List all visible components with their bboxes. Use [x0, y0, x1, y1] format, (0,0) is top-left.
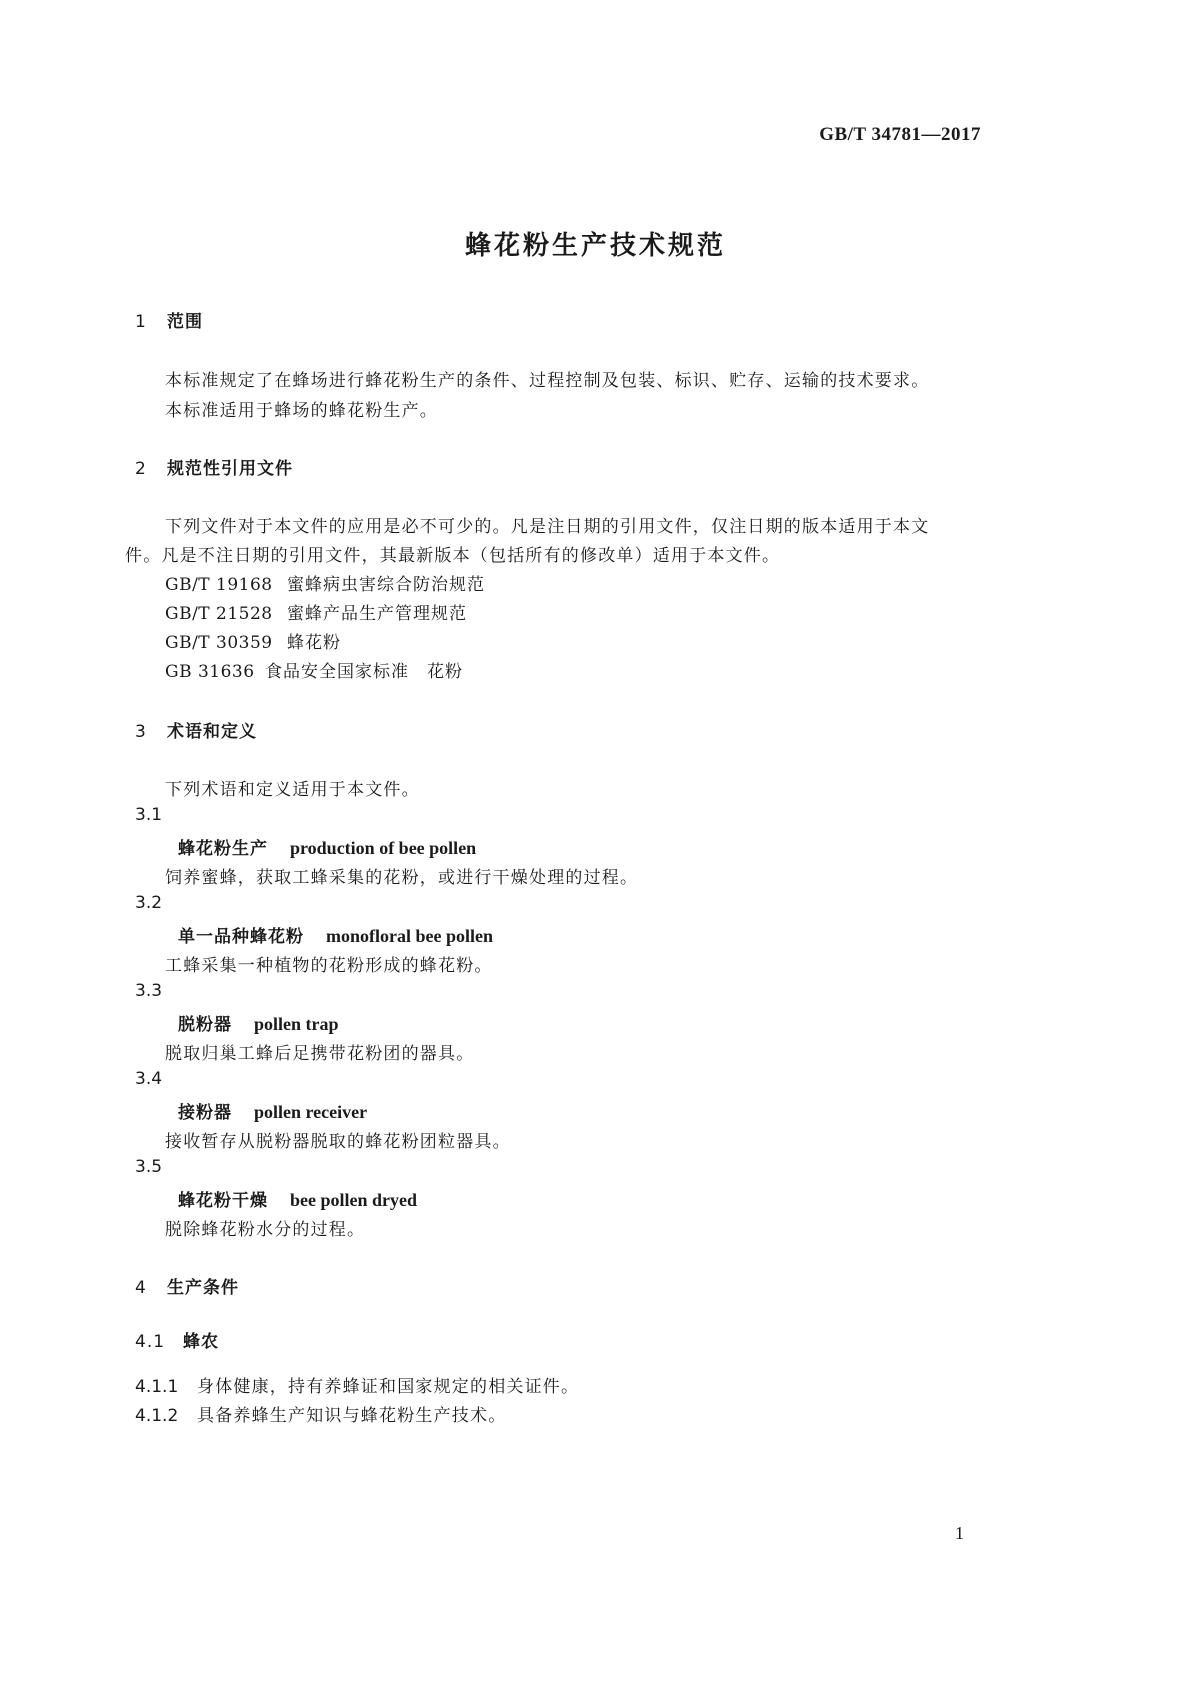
- clause-item: [135, 1372, 579, 1397]
- term-name-zh: 蜂花粉生产: [178, 839, 268, 859]
- paragraph: 本标准适用于蜂场的蜂花粉生产。: [165, 401, 438, 421]
- term-definition: 脱除蜂花粉水分的过程。: [165, 1220, 366, 1240]
- reference-item: [165, 628, 341, 653]
- clause-text: 身体健康，持有养蜂证和国家规定的相关证件。: [197, 1377, 580, 1397]
- term-name-en: production of bee pollen: [290, 838, 477, 858]
- document-title: 蜂花粉生产技术规范: [464, 231, 726, 261]
- reference-code: GB 31636: [165, 662, 255, 682]
- paragraph: 下列术语和定义适用于本文件。: [165, 780, 420, 800]
- clause-text: 具备养蜂生产知识与蜂花粉生产技术。: [197, 1406, 507, 1426]
- subsection-number: 4.1: [135, 1332, 166, 1352]
- section-4-heading: [135, 1273, 239, 1298]
- reference-item: [165, 657, 463, 682]
- term-heading: [178, 834, 476, 859]
- term-name-en: bee pollen dryed: [290, 1190, 418, 1210]
- reference-title: 食品安全国家标准 花粉: [265, 662, 463, 682]
- term-name-zh: 接粉器: [178, 1103, 232, 1123]
- term-name-zh: 单一品种蜂花粉: [178, 927, 304, 947]
- section-title: 生产条件: [167, 1278, 239, 1298]
- section-number: 1: [135, 312, 147, 332]
- term-definition: 工蜂采集一种植物的花粉形成的蜂花粉。: [165, 956, 493, 976]
- reference-title: 蜜蜂产品生产管理规范: [287, 604, 467, 624]
- reference-code: GB/T 19168: [165, 575, 273, 595]
- section-1-heading: [135, 307, 203, 332]
- paragraph: 下列文件对于本文件的应用是必不可少的。凡是注日期的引用文件，仅注日期的版本适用于本文: [165, 517, 930, 537]
- section-number: 3: [135, 722, 147, 742]
- term-heading: [178, 1098, 367, 1123]
- term-number: 3.4: [135, 1069, 163, 1089]
- reference-item: [165, 570, 485, 595]
- section-3-heading: [135, 717, 257, 742]
- subsection-title: 蜂农: [183, 1332, 219, 1352]
- term-number: 3.3: [135, 981, 163, 1001]
- section-number: 4: [135, 1278, 147, 1298]
- reference-code: GB/T 30359: [165, 633, 273, 653]
- section-title: 术语和定义: [167, 722, 257, 742]
- term-definition: 接收暂存从脱粉器脱取的蜂花粉团粒器具。: [165, 1132, 511, 1152]
- page-number: 1: [955, 1523, 964, 1543]
- reference-code: GB/T 21528: [165, 604, 273, 624]
- section-title: 规范性引用文件: [167, 459, 293, 479]
- standard-number: GB/T 34781—2017: [819, 124, 981, 145]
- reference-item: [165, 599, 467, 624]
- term-name-en: pollen trap: [254, 1014, 339, 1034]
- term-heading: [178, 1186, 417, 1211]
- term-name-en: pollen receiver: [254, 1102, 368, 1122]
- reference-title: 蜜蜂病虫害综合防治规范: [287, 575, 485, 595]
- term-number: 3.5: [135, 1157, 163, 1177]
- section-title: 范围: [167, 312, 203, 332]
- term-definition: 脱取归巢工蜂后足携带花粉团的器具。: [165, 1044, 475, 1064]
- clause-item: [135, 1401, 506, 1426]
- subsection-heading: [135, 1327, 219, 1352]
- section-number: 2: [135, 459, 147, 479]
- section-2-heading: [135, 454, 293, 479]
- term-heading: [178, 922, 493, 947]
- term-name-zh: 脱粉器: [178, 1015, 232, 1035]
- term-definition: 饲养蜜蜂，获取工蜂采集的花粉，或进行干燥处理的过程。: [165, 868, 639, 888]
- term-number: 3.2: [135, 893, 163, 913]
- paragraph: 件。凡是不注日期的引用文件，其最新版本（包括所有的修改单）适用于本文件。: [125, 546, 781, 566]
- paragraph: 本标准规定了在蜂场进行蜂花粉生产的条件、过程控制及包装、标识、贮存、运输的技术要求。: [165, 371, 930, 391]
- reference-title: 蜂花粉: [287, 633, 341, 653]
- term-number: 3.1: [135, 805, 163, 825]
- term-heading: [178, 1010, 339, 1035]
- term-name-zh: 蜂花粉干燥: [178, 1191, 268, 1211]
- term-name-en: monofloral bee pollen: [326, 926, 493, 946]
- clause-number: 4.1.2: [135, 1406, 179, 1426]
- clause-number: 4.1.1: [135, 1377, 179, 1397]
